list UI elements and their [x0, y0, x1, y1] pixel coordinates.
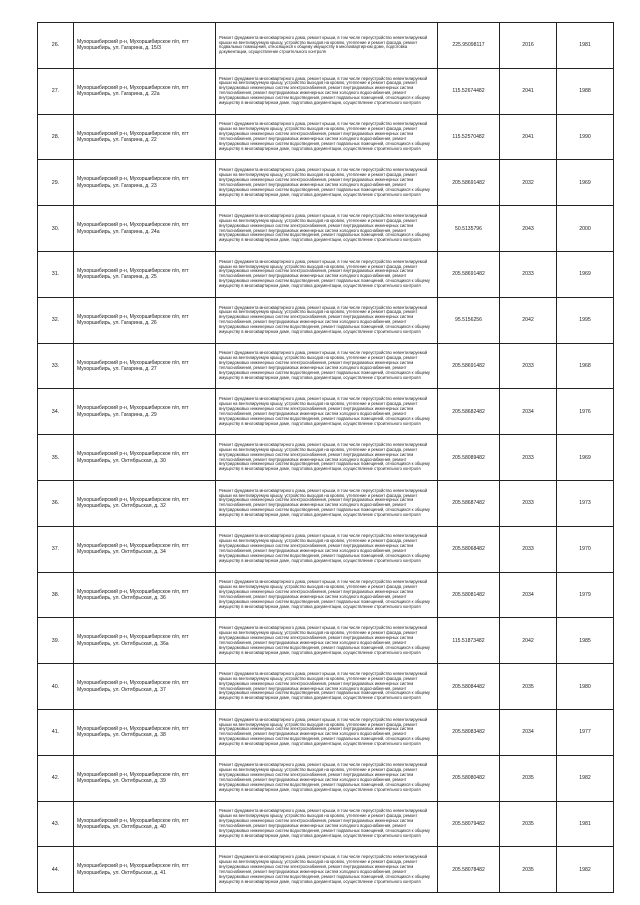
works-description-cell: Ремонт фундамента многоквартирного дома, ремонт крыши, в том числе переустройство невентилируемой крыши на вентилируемую крышу, устройство выходов на кровлю, утепление и ремонт фасада, ремонт внутридомовых инженерных систем электроснабжения, ремонт внутридомовых инженерных систем теплоснабжения, ремонт внутридомовых инженерных систем холодного водоснабжения, ремонт внутридомовых инженерных систем водоотведения, ремонт подвальных помещений, относящихся к общему имуществу в многоквартирном доме, подготовка документации, осуществление строительного контроля: [216, 251, 438, 297]
cost-cell: 95.5156256: [438, 297, 500, 343]
build-year-cell: 1988: [557, 68, 614, 114]
build-year-cell: 1968: [557, 343, 614, 389]
row-number-cell: 44.: [38, 847, 74, 893]
planned-year-cell: 2033: [500, 343, 557, 389]
address-cell: Мухоршибирский р-н, Мухоршибирское п/п, пгт Мухоршибирь, ул. Октябрьская, д. 32: [74, 480, 216, 526]
row-number-cell: 40.: [38, 664, 74, 710]
cost-cell: 205.58691482: [438, 251, 500, 297]
build-year-cell: 1982: [557, 847, 614, 893]
cost-cell: 225.95098117: [438, 23, 500, 69]
works-description-cell: Ремонт фундамента многоквартирного дома, ремонт крыши, в том числе переустройство невентилируемой крыши на вентилируемую крышу, устройство выходов на кровлю, утепление и ремонт фасада, ремонт внутридомовых инженерных систем электроснабжения, ремонт внутридомовых инженерных систем теплоснабжения, ремонт внутридомовых инженерных систем холодного водоснабжения, ремонт внутридомовых инженерных систем водоотведения, ремонт подвальных помещений, относящихся к общему имуществу в многоквартирном доме, подготовка документации, осуществление строительного контроля: [216, 709, 438, 755]
planned-year-cell: 2035: [500, 755, 557, 801]
cost-cell: 50.5135796: [438, 206, 500, 252]
build-year-cell: 1973: [557, 480, 614, 526]
address-cell: Мухоршибирский р-н, Мухоршибирское п/п, пгт Мухоршибирь, ул. Гагарина, д. 23: [74, 160, 216, 206]
works-description-cell: Ремонт фундамента многоквартирного дома, ремонт крыши, в том числе переустройство невентилируемой крыши на вентилируемую крышу, устройство выходов на кровлю, утепление и ремонт фасада, ремонт внутридомовых инженерных систем электроснабжения, ремонт внутридомовых инженерных систем теплоснабжения, ремонт внутридомовых инженерных систем холодного водоснабжения, ремонт внутридомовых инженерных систем водоотведения, ремонт подвальных помещений, относящихся к общему имуществу в многоквартирном доме, подготовка документации, осуществление строительного контроля: [216, 618, 438, 664]
table-row: [38, 801, 614, 847]
works-description-cell: Ремонт фундамента многоквартирного дома, ремонт крыши, в том числе переустройство невентилируемой крыши на вентилируемую крышу, устройство выходов на кровлю, утепление и ремонт фасада, ремонт внутридомовых инженерных систем электроснабжения, ремонт внутридомовых инженерных систем теплоснабжения, ремонт внутридомовых инженерных систем холодного водоснабжения, ремонт внутридомовых инженерных систем водоотведения, ремонт подвальных помещений, относящихся к общему имуществу в многоквартирном доме, подготовка документации, осуществление строительного контроля: [216, 389, 438, 435]
address-cell: Мухоршибирский р-н, Мухоршибирское п/п, пгт Мухоршибирь, ул. Гагарина, д. 22: [74, 114, 216, 160]
works-description-cell: Ремонт фундамента многоквартирного дома, ремонт крыши, в том числе переустройство невентилируемой крыши на вентилируемую крышу, устройство выходов на кровлю, утепление и ремонт фасада, ремонт подвальных помещений, относящихся к общему имуществу в многоквартирном доме, подготовка документации, осуществление строительного контроля: [216, 23, 438, 69]
works-description-cell: Ремонт фундамента многоквартирного дома, ремонт крыши, в том числе переустройство невентилируемой крыши на вентилируемую крышу, устройство выходов на кровлю, утепление и ремонт фасада, ремонт внутридомовых инженерных систем электроснабжения, ремонт внутридомовых инженерных систем теплоснабжения, ремонт внутридомовых инженерных систем холодного водоснабжения, ремонт внутридомовых инженерных систем водоотведения, ремонт подвальных помещений, относящихся к общему имуществу в многоквартирном доме, подготовка документации, осуществление строительного контроля: [216, 435, 438, 481]
cost-cell: 205.58068482: [438, 526, 500, 572]
cost-cell: 205.58687482: [438, 480, 500, 526]
planned-year-cell: 2016: [500, 23, 557, 69]
table-row: [38, 526, 614, 572]
row-number-cell: 39.: [38, 618, 74, 664]
cost-cell: 205.58080482: [438, 755, 500, 801]
cost-cell: 115.52570482: [438, 114, 500, 160]
table-row: [38, 480, 614, 526]
row-number-cell: 30.: [38, 206, 74, 252]
planned-year-cell: 2034: [500, 709, 557, 755]
capital-repair-table: [37, 22, 614, 893]
cost-cell: 205.58078482: [438, 847, 500, 893]
table-row: [38, 297, 614, 343]
works-description-cell: Ремонт фундамента многоквартирного дома, ремонт крыши, в том числе переустройство невентилируемой крыши на вентилируемую крышу, устройство выходов на кровлю, утепление и ремонт фасада, ремонт внутридомовых инженерных систем электроснабжения, ремонт внутридомовых инженерных систем теплоснабжения, ремонт внутридомовых инженерных систем холодного водоснабжения, ремонт внутридомовых инженерных систем водоотведения, ремонт подвальных помещений, относящихся к общему имуществу в многоквартирном доме, подготовка документации, осуществление строительного контроля: [216, 572, 438, 618]
table-row: [38, 251, 614, 297]
row-number-cell: 29.: [38, 160, 74, 206]
build-year-cell: 1981: [557, 801, 614, 847]
row-number-cell: 34.: [38, 389, 74, 435]
address-cell: Мухоршибирский р-н, Мухоршибирское п/п, пгт Мухоршибирь, ул. Гагарина, д. 27: [74, 343, 216, 389]
cost-cell: 115.51873482: [438, 618, 500, 664]
works-description-cell: Ремонт фундамента многоквартирного дома, ремонт крыши, в том числе переустройство невентилируемой крыши на вентилируемую крышу, устройство выходов на кровлю, утепление и ремонт фасада, ремонт внутридомовых инженерных систем электроснабжения, ремонт внутридомовых инженерных систем теплоснабжения, ремонт внутридомовых инженерных систем холодного водоснабжения, ремонт внутридомовых инженерных систем водоотведения, ремонт подвальных помещений, относящихся к общему имуществу в многоквартирном доме, подготовка документации, осуществление строительного контроля: [216, 526, 438, 572]
build-year-cell: 1969: [557, 435, 614, 481]
address-cell: Мухоршибирский р-н, Мухоршибирское п/п, пгт Мухоршибирь, ул. Октябрьская, д. 34: [74, 526, 216, 572]
table-row: [38, 847, 614, 893]
row-number-cell: 38.: [38, 572, 74, 618]
address-cell: Мухоршибирский р-н, Мухоршибирское п/п, пгт Мухоршибирь, ул. Октябрьская, д. 37: [74, 664, 216, 710]
build-year-cell: 1976: [557, 389, 614, 435]
table-row: [38, 664, 614, 710]
cost-cell: 205.58079482: [438, 801, 500, 847]
address-cell: Мухоршибирский р-н, Мухоршибирское п/п, пгт Мухоршибирь, ул. Октябрьская, д. 40: [74, 801, 216, 847]
build-year-cell: 1995: [557, 297, 614, 343]
works-description-cell: Ремонт фундамента многоквартирного дома, ремонт крыши, в том числе переустройство невентилируемой крыши на вентилируемую крышу, устройство выходов на кровлю, утепление и ремонт фасада, ремонт внутридомовых инженерных систем электроснабжения, ремонт внутридомовых инженерных систем теплоснабжения, ремонт внутридомовых инженерных систем холодного водоснабжения, ремонт внутридомовых инженерных систем водоотведения, ремонт подвальных помещений, относящихся к общему имуществу в многоквартирном доме, подготовка документации, осуществление строительного контроля: [216, 847, 438, 893]
works-description-cell: Ремонт фундамента многоквартирного дома, ремонт крыши, в том числе переустройство невентилируемой крыши на вентилируемую крышу, устройство выходов на кровлю, утепление и ремонт фасада, ремонт внутридомовых инженерных систем электроснабжения, ремонт внутридомовых инженерных систем теплоснабжения, ремонт внутридомовых инженерных систем холодного водоснабжения, ремонт внутридомовых инженерных систем водоотведения, ремонт подвальных помещений, относящихся к общему имуществу в многоквартирном доме, подготовка документации, осуществление строительного контроля: [216, 297, 438, 343]
row-number-cell: 28.: [38, 114, 74, 160]
planned-year-cell: 2041: [500, 114, 557, 160]
build-year-cell: 1969: [557, 251, 614, 297]
table-row: [38, 23, 614, 69]
row-number-cell: 41.: [38, 709, 74, 755]
planned-year-cell: 2033: [500, 480, 557, 526]
works-description-cell: Ремонт фундамента многоквартирного дома, ремонт крыши, в том числе переустройство невентилируемой крыши на вентилируемую крышу, устройство выходов на кровлю, утепление и ремонт фасада, ремонт внутридомовых инженерных систем электроснабжения, ремонт внутридомовых инженерных систем теплоснабжения, ремонт внутридомовых инженерных систем холодного водоснабжения, ремонт внутридомовых инженерных систем водоотведения, ремонт подвальных помещений, относящихся к общему имуществу в многоквартирном доме, подготовка документации, осуществление строительного контроля: [216, 160, 438, 206]
planned-year-cell: 2034: [500, 572, 557, 618]
address-cell: Мухоршибирский р-н, Мухоршибирское п/п, пгт Мухоршибирь, ул. Октябрьская, д. 38: [74, 709, 216, 755]
cost-cell: 205.58081482: [438, 572, 500, 618]
works-description-cell: Ремонт фундамента многоквартирного дома, ремонт крыши, в том числе переустройство невентилируемой крыши на вентилируемую крышу, устройство выходов на кровлю, утепление и ремонт фасада, ремонт внутридомовых инженерных систем электроснабжения, ремонт внутридомовых инженерных систем теплоснабжения, ремонт внутридомовых инженерных систем холодного водоснабжения, ремонт внутридомовых инженерных систем водоотведения, ремонт подвальных помещений, относящихся к общему имуществу в многоквартирном доме, подготовка документации, осуществление строительного контроля: [216, 801, 438, 847]
address-cell: Мухоршибирский р-н, Мухоршибирское п/п, пгт Мухоршибирь, ул. Гагарина, д. 22а: [74, 68, 216, 114]
address-cell: Мухоршибирский р-н, Мухоршибирское п/п, пгт Мухоршибирь, ул. Октябрьская, д. 39: [74, 755, 216, 801]
table-row: [38, 68, 614, 114]
works-description-cell: Ремонт фундамента многоквартирного дома, ремонт крыши, в том числе переустройство невентилируемой крыши на вентилируемую крышу, устройство выходов на кровлю, утепление и ремонт фасада, ремонт внутридомовых инженерных систем электроснабжения, ремонт внутридомовых инженерных систем теплоснабжения, ремонт внутридомовых инженерных систем холодного водоснабжения, ремонт внутридомовых инженерных систем водоотведения, ремонт подвальных помещений, относящихся к общему имуществу в многоквартирном доме, подготовка документации, осуществление строительного контроля: [216, 343, 438, 389]
works-description-cell: Ремонт фундамента многоквартирного дома, ремонт крыши, в том числе переустройство невентилируемой крыши на вентилируемую крышу, устройство выходов на кровлю, утепление и ремонт фасада, ремонт внутридомовых инженерных систем электроснабжения, ремонт внутридомовых инженерных систем теплоснабжения, ремонт внутридомовых инженерных систем холодного водоснабжения, ремонт внутридомовых инженерных систем водоотведения, ремонт подвальных помещений, относящихся к общему имуществу в многоквартирном доме, подготовка документации, осуществление строительного контроля: [216, 206, 438, 252]
build-year-cell: 1977: [557, 709, 614, 755]
planned-year-cell: 2035: [500, 847, 557, 893]
cost-cell: 205.58083482: [438, 709, 500, 755]
planned-year-cell: 2041: [500, 68, 557, 114]
planned-year-cell: 2032: [500, 160, 557, 206]
row-number-cell: 35.: [38, 435, 74, 481]
planned-year-cell: 2033: [500, 526, 557, 572]
cost-cell: 205.58682482: [438, 389, 500, 435]
row-number-cell: 37.: [38, 526, 74, 572]
works-description-cell: Ремонт фундамента многоквартирного дома, ремонт крыши, в том числе переустройство невентилируемой крыши на вентилируемую крышу, устройство выходов на кровлю, утепление и ремонт фасада, ремонт внутридомовых инженерных систем электроснабжения, ремонт внутридомовых инженерных систем теплоснабжения, ремонт внутридомовых инженерных систем холодного водоснабжения, ремонт внутридомовых инженерных систем водоотведения, ремонт подвальных помещений, относящихся к общему имуществу в многоквартирном доме, подготовка документации, осуществление строительного контроля: [216, 68, 438, 114]
table-row: [38, 160, 614, 206]
table-row: [38, 343, 614, 389]
address-cell: Мухоршибирский р-н, Мухоршибирское п/п, пгт Мухоршибирь, ул. Гагарина, д. 29: [74, 389, 216, 435]
works-description-cell: Ремонт фундамента многоквартирного дома, ремонт крыши, в том числе переустройство невентилируемой крыши на вентилируемую крышу, устройство выходов на кровлю, утепление и ремонт фасада, ремонт внутридомовых инженерных систем электроснабжения, ремонт внутридомовых инженерных систем теплоснабжения, ремонт внутридомовых инженерных систем холодного водоснабжения, ремонт внутридомовых инженерных систем водоотведения, ремонт подвальных помещений, относящихся к общему имуществу в многоквартирном доме, подготовка документации, осуществление строительного контроля: [216, 664, 438, 710]
row-number-cell: 26.: [38, 23, 74, 69]
build-year-cell: 1970: [557, 526, 614, 572]
row-number-cell: 36.: [38, 480, 74, 526]
planned-year-cell: 2034: [500, 389, 557, 435]
table-row: [38, 435, 614, 481]
row-number-cell: 27.: [38, 68, 74, 114]
table-body: [38, 23, 614, 893]
works-description-cell: Ремонт фундамента многоквартирного дома, ремонт крыши, в том числе переустройство невентилируемой крыши на вентилируемую крышу, устройство выходов на кровлю, утепление и ремонт фасада, ремонт внутридомовых инженерных систем электроснабжения, ремонт внутридомовых инженерных систем теплоснабжения, ремонт внутридомовых инженерных систем холодного водоснабжения, ремонт внутридомовых инженерных систем водоотведения, ремонт подвальных помещений, относящихся к общему имуществу в многоквартирном доме, подготовка документации, осуществление строительного контроля: [216, 114, 438, 160]
build-year-cell: 1969: [557, 160, 614, 206]
build-year-cell: 1980: [557, 664, 614, 710]
build-year-cell: 1985: [557, 618, 614, 664]
cost-cell: 205.58691482: [438, 160, 500, 206]
works-description-cell: Ремонт фундамента многоквартирного дома, ремонт крыши, в том числе переустройство невентилируемой крыши на вентилируемую крышу, устройство выходов на кровлю, утепление и ремонт фасада, ремонт внутридомовых инженерных систем электроснабжения, ремонт внутридомовых инженерных систем теплоснабжения, ремонт внутридомовых инженерных систем холодного водоснабжения, ремонт внутридомовых инженерных систем водоотведения, ремонт подвальных помещений, относящихся к общему имуществу в многоквартирном доме, подготовка документации, осуществление строительного контроля: [216, 480, 438, 526]
address-cell: Мухоршибирский р-н, Мухоршибирское п/п, пгт Мухоршибирь, ул. Октябрьская, д. 41: [74, 847, 216, 893]
planned-year-cell: 2035: [500, 801, 557, 847]
cost-cell: 205.58089482: [438, 435, 500, 481]
address-cell: Мухоршибирский р-н, Мухоршибирское п/п, пгт Мухоршибирь, ул. Октябрьская, д. 30: [74, 435, 216, 481]
cost-cell: 205.58691482: [438, 343, 500, 389]
planned-year-cell: 2033: [500, 251, 557, 297]
cost-cell: 115.52674482: [438, 68, 500, 114]
planned-year-cell: 2042: [500, 618, 557, 664]
address-cell: Мухоршибирский р-н, Мухоршибирское п/п, пгт Мухоршибирь, ул. Гагарина, д. 15/3: [74, 23, 216, 69]
build-year-cell: 1990: [557, 114, 614, 160]
build-year-cell: 1981: [557, 23, 614, 69]
planned-year-cell: 2035: [500, 664, 557, 710]
build-year-cell: 1979: [557, 572, 614, 618]
address-cell: Мухоршибирский р-н, Мухоршибирское п/п, пгт Мухоршибирь, ул. Гагарина, д. 26: [74, 297, 216, 343]
row-number-cell: 31.: [38, 251, 74, 297]
table-row: [38, 618, 614, 664]
build-year-cell: 1982: [557, 755, 614, 801]
table-row: [38, 709, 614, 755]
table-row: [38, 206, 614, 252]
table-row: [38, 755, 614, 801]
table-row: [38, 114, 614, 160]
works-description-cell: Ремонт фундамента многоквартирного дома, ремонт крыши, в том числе переустройство невентилируемой крыши на вентилируемую крышу, устройство выходов на кровлю, утепление и ремонт фасада, ремонт внутридомовых инженерных систем электроснабжения, ремонт внутридомовых инженерных систем теплоснабжения, ремонт внутридомовых инженерных систем холодного водоснабжения, ремонт внутридомовых инженерных систем водоотведения, ремонт подвальных помещений, относящихся к общему имуществу в многоквартирном доме, подготовка документации, осуществление строительного контроля: [216, 755, 438, 801]
planned-year-cell: 2033: [500, 435, 557, 481]
table-row: [38, 572, 614, 618]
address-cell: Мухоршибирский р-н, Мухоршибирское п/п, пгт Мухоршибирь, ул. Октябрьская, д. 36: [74, 572, 216, 618]
address-cell: Мухоршибирский р-н, Мухоршибирское п/п, пгт Мухоршибирь, ул. Гагарина, д. 25: [74, 251, 216, 297]
planned-year-cell: 2042: [500, 297, 557, 343]
address-cell: Мухоршибирский р-н, Мухоршибирское п/п, пгт Мухоршибирь, ул. Октябрьская, д. 36а: [74, 618, 216, 664]
row-number-cell: 42.: [38, 755, 74, 801]
row-number-cell: 32.: [38, 297, 74, 343]
build-year-cell: 2000: [557, 206, 614, 252]
address-cell: Мухоршибирский р-н, Мухоршибирское п/п, пгт Мухоршибирь, ул. Гагарина, д. 24а: [74, 206, 216, 252]
table-row: [38, 389, 614, 435]
row-number-cell: 33.: [38, 343, 74, 389]
row-number-cell: 43.: [38, 801, 74, 847]
planned-year-cell: 2043: [500, 206, 557, 252]
cost-cell: 205.58084482: [438, 664, 500, 710]
